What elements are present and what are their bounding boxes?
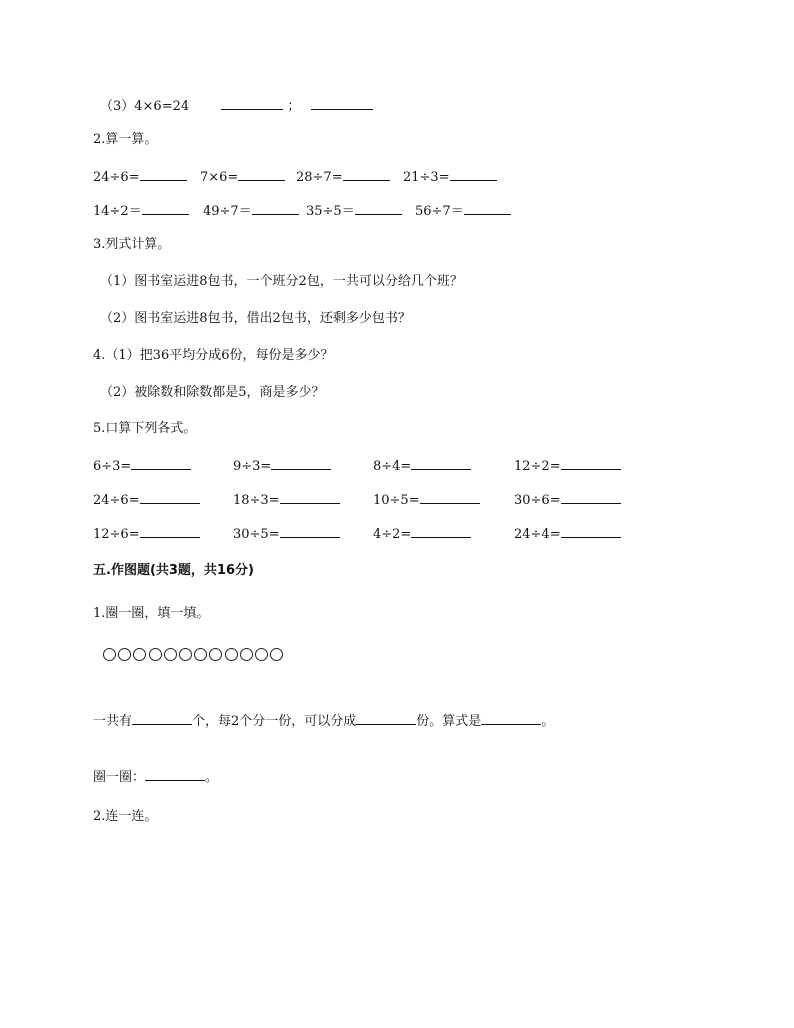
answer-blank[interactable] bbox=[450, 166, 497, 181]
calc-item: 14÷2＝ bbox=[93, 200, 189, 221]
sentence-part: 一共有 bbox=[93, 714, 133, 729]
calc-item: 4÷2= bbox=[373, 523, 471, 544]
circle-label: 圈一圈： bbox=[93, 770, 146, 785]
answer-blank[interactable] bbox=[411, 455, 471, 470]
calc-item: 12÷2= bbox=[514, 455, 621, 476]
part5-q1-title: 1.圈一圈，填一填。 bbox=[93, 606, 210, 621]
answer-blank[interactable] bbox=[355, 200, 402, 215]
circle-shape[interactable] bbox=[133, 648, 146, 661]
section5-title: 5.口算下列各式。 bbox=[93, 421, 197, 436]
calc-item: 49÷7＝ bbox=[203, 200, 299, 221]
answer-blank[interactable] bbox=[464, 200, 511, 215]
calc-item: 8÷4= bbox=[373, 455, 471, 476]
separator: ； bbox=[287, 99, 301, 114]
answer-blank[interactable] bbox=[140, 489, 200, 504]
circle-shape[interactable] bbox=[103, 648, 116, 661]
sentence-part: 。 bbox=[205, 770, 219, 785]
answer-blank[interactable] bbox=[561, 489, 621, 504]
section3-item-2: （2）图书室运进8包书，借出2包书，还剩多少包书？ bbox=[100, 311, 411, 326]
calc-item: 35÷5＝ bbox=[306, 200, 402, 221]
answer-blank[interactable] bbox=[311, 95, 373, 110]
circle-shape[interactable] bbox=[270, 648, 283, 661]
calc-item: 10÷5= bbox=[373, 489, 480, 510]
section4-item-2: （2）被除数和除数都是5，商是多少？ bbox=[100, 385, 325, 400]
answer-blank[interactable] bbox=[221, 95, 283, 110]
circle-line bbox=[93, 766, 218, 787]
section3-title: 3.列式计算。 bbox=[93, 237, 171, 252]
answer-blank[interactable] bbox=[271, 455, 331, 470]
q3-label: （3）4×6=24 bbox=[100, 99, 190, 114]
answer-blank[interactable] bbox=[343, 166, 390, 181]
answer-blank[interactable] bbox=[132, 710, 192, 725]
answer-blank[interactable] bbox=[411, 523, 471, 538]
sentence-part: 。 bbox=[541, 714, 555, 729]
calc-item: 24÷4= bbox=[514, 523, 621, 544]
calc-item: 24÷6= bbox=[93, 489, 200, 510]
section2-title: 2.算一算。 bbox=[93, 132, 158, 147]
answer-blank[interactable] bbox=[238, 166, 285, 181]
calc-item: 28÷7= bbox=[296, 166, 390, 187]
section3-item-1: （1）图书室运进8包书，一个班分2包，一共可以分给几个班？ bbox=[100, 274, 463, 289]
fill-sentence bbox=[93, 710, 554, 731]
answer-blank[interactable] bbox=[280, 523, 340, 538]
answer-blank[interactable] bbox=[252, 200, 299, 215]
calc-item: 21÷3= bbox=[403, 166, 497, 187]
answer-blank[interactable] bbox=[481, 710, 541, 725]
calc-item: 9÷3= bbox=[233, 455, 331, 476]
circle-shape[interactable] bbox=[118, 648, 131, 661]
calc-item: 18÷3= bbox=[233, 489, 340, 510]
calc-item: 12÷6= bbox=[93, 523, 200, 544]
circle-shape[interactable] bbox=[255, 648, 268, 661]
answer-blank[interactable] bbox=[142, 200, 189, 215]
answer-blank[interactable] bbox=[356, 710, 416, 725]
answer-blank[interactable] bbox=[145, 766, 205, 781]
calc-item: 56÷7＝ bbox=[415, 200, 511, 221]
circle-shape[interactable] bbox=[225, 648, 238, 661]
calc-item: 30÷5= bbox=[233, 523, 340, 544]
answer-blank[interactable] bbox=[280, 489, 340, 504]
circles-row bbox=[103, 648, 285, 661]
answer-blank[interactable] bbox=[561, 523, 621, 538]
answer-blank[interactable] bbox=[561, 455, 621, 470]
part5-q2-title: 2.连一连。 bbox=[93, 809, 158, 824]
circle-shape[interactable] bbox=[209, 648, 222, 661]
answer-blank[interactable] bbox=[420, 489, 480, 504]
answer-blank[interactable] bbox=[140, 523, 200, 538]
sentence-part: 份。算式是 bbox=[416, 714, 482, 729]
circle-shape[interactable] bbox=[194, 648, 207, 661]
answer-blank[interactable] bbox=[131, 455, 191, 470]
circle-shape[interactable] bbox=[164, 648, 177, 661]
calc-item: 7×6= bbox=[200, 166, 285, 187]
sentence-part: 个，每2个分一份，可以分成 bbox=[192, 714, 357, 729]
circle-shape[interactable] bbox=[240, 648, 253, 661]
answer-blank[interactable] bbox=[140, 166, 187, 181]
section4-item-1: 4.（1）把36平均分成6份，每份是多少？ bbox=[93, 348, 334, 363]
calc-item: 6÷3= bbox=[93, 455, 191, 476]
circle-shape[interactable] bbox=[149, 648, 162, 661]
q3-line bbox=[100, 95, 373, 116]
calc-item: 24÷6= bbox=[93, 166, 187, 187]
part5-heading: 五.作图题(共3题，共16分) bbox=[93, 563, 254, 578]
calc-item: 30÷6= bbox=[514, 489, 621, 510]
circle-shape[interactable] bbox=[179, 648, 192, 661]
